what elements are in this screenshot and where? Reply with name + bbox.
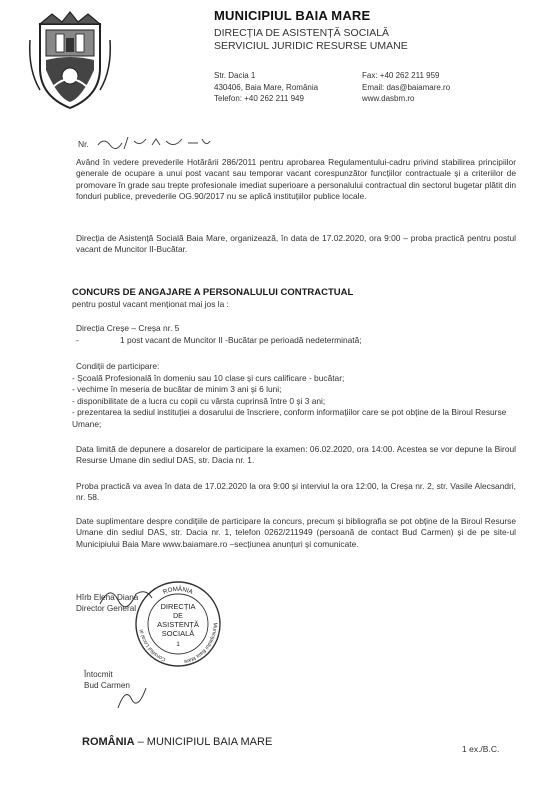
- contact-email: Email: das@baiamare.ro: [362, 82, 451, 92]
- condition-item: - disponibilitate de a lucra cu copii cu vârsta cuprinsă între 0 și 3 ani;: [72, 395, 326, 406]
- page-footer: [82, 736, 272, 748]
- intro-paragraph: Având în vedere prevederile Hotărârii 286/2011 pentru aprobarea Regulamentului-cadru privind stabilirea principiilor generale de ocupare a unui post vacant sau temporar vacant corespunzător funcțiilor contractuale și a criteriilor de promovare în grade sau trepte profesionale imediat superioare a personalului contractual din sectorul bugetar plătit din fonduri publice, prevederile OG.90/2017 nu se aplică instituțiilor publice locale.: [76, 157, 516, 202]
- coat-of-arms-icon: [26, 10, 114, 112]
- department-name: DIRECȚIA DE ASISTENȚĂ SOCIALĂ: [214, 27, 390, 39]
- practical-test-paragraph: Proba practică va avea în data de 17.02.2020 la ora 9:00 și interviul la ora 12:00, la Creșa nr. 2, str. Vasile Alecsandri, nr. 58.: [76, 481, 516, 503]
- address-block: [214, 70, 318, 105]
- organization-paragraph: Direcția de Asistență Socială Baia Mare, organizează, în data de 17.02.2020, ora 9:00 – proba practică pentru postul vacant de Muncitor II-Bucătar.: [76, 233, 516, 255]
- conditions-title: Condiții de participare:: [76, 361, 160, 371]
- footer-municipality: MUNICIPIUL BAIA MARE: [146, 736, 273, 748]
- svg-text:ROMÂNIA: [162, 586, 195, 596]
- handwritten-reference-scribble: [94, 133, 214, 151]
- extra-info-paragraph: Date suplimentare despre condițiile de participare la concurs, precum și bibliografia se pot obține de la Biroul Resurse Umane din sediul DAS, str. Dacia nr. 1, telefon 0262/211949 (persoană de contact Bud Carmen) și de pe site-ul Municipiului Baia Mare www.baiamare.ro –secțiunea anunțuri și comunicate.: [76, 516, 516, 549]
- department-block: [214, 27, 408, 53]
- contest-subheading: pentru postul vacant menționat mai jos la :: [72, 299, 229, 309]
- director-title: Director General: [76, 604, 137, 613]
- conditions-list: [72, 373, 518, 430]
- deadline-paragraph: Data limită de depunere a dosarelor de participare la examen: 06.02.2020, ora 14:00. Acestea se vor depune la Biroul Resurse Umane din sediul DAS, str. Dacia nr. 1.: [76, 444, 516, 466]
- stamp-right-text: Municipiului Baia Mare: [183, 622, 218, 665]
- contact-website: www.dasbm.ro: [362, 94, 415, 103]
- contact-fax: Fax: +40 262 211 959: [362, 71, 440, 80]
- copy-note: 1 ex./B.C.: [462, 744, 500, 754]
- director-name: Hîrb Elena Diana: [76, 593, 139, 602]
- official-stamp: [133, 579, 223, 669]
- stamp-left-text: Consiliul Local al: [138, 628, 167, 663]
- service-name: SERVICIUL JURIDIC RESURSE UMANE: [214, 40, 408, 52]
- reference-label: Nr.: [78, 139, 89, 149]
- prepared-name: Bud Carmen: [84, 681, 130, 690]
- condition-item: - Școală Profesională în domeniu sau 10 clase și curs calificare - bucătar;: [72, 373, 345, 383]
- stamp-top-text: ROMÂNIA: [162, 585, 194, 596]
- condition-item: - vechime în meseria de bucătar de minim 3 ani și 6 luni;: [72, 384, 282, 395]
- stamp-line: 1: [176, 641, 180, 648]
- contact-block: [362, 70, 450, 105]
- address-street: Str. Dacia 1: [214, 71, 256, 80]
- footer-separator: –: [134, 736, 147, 748]
- post-text: 1 post vacant de Muncitor II -Bucătar pe perioadă nedeterminată;: [120, 335, 362, 345]
- stamp-line: DIRECȚIA: [160, 602, 196, 611]
- address-phone: Telefon: +40 262 211 949: [214, 94, 304, 103]
- post-dash: -: [76, 335, 79, 345]
- stamp-line: ASISTENȚĂ: [157, 620, 199, 629]
- stamp-line: DE: [173, 613, 183, 620]
- stamp-line: SOCIALĂ: [161, 629, 195, 638]
- prepared-label: Întocmit: [84, 670, 113, 679]
- post-line: [76, 335, 362, 345]
- contest-heading: CONCURS DE ANGAJARE A PERSONALULUI CONTRACTUAL: [72, 287, 354, 298]
- address-city: 430406, Baia Mare, România: [214, 82, 319, 92]
- prepared-by-signature: [112, 682, 152, 712]
- footer-country: ROMÂNIA: [82, 736, 135, 748]
- municipality-title: MUNICIPIUL BAIA MARE: [214, 8, 371, 23]
- directorate-line: Direcția Creșe – Creșa nr. 5: [76, 323, 180, 333]
- condition-item: - prezentarea la sediul instituției a dosarului de înscriere, conform informațiilor care se pot obține de la Biroul Resurse Umane;: [72, 407, 507, 429]
